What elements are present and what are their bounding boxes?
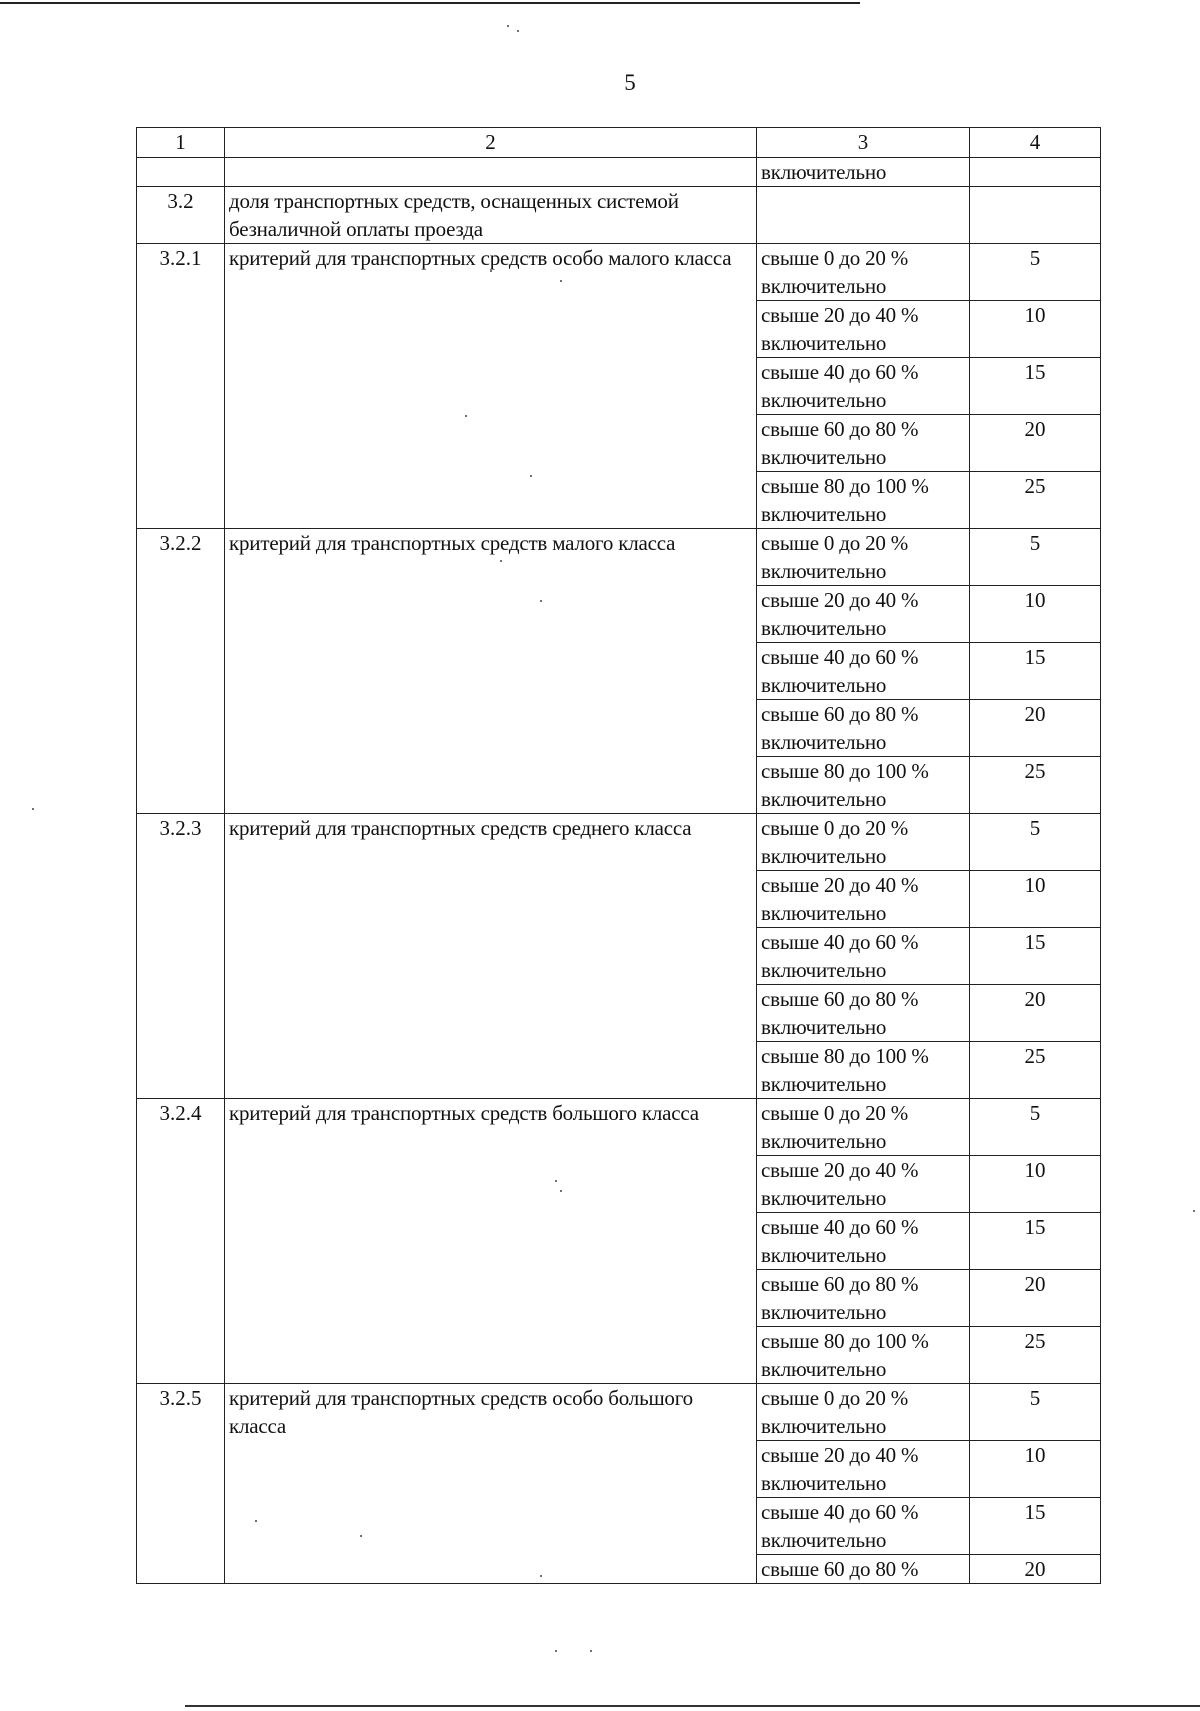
description-cell: доля транспортных средств, оснащенных системой безналичной оплаты проезда [225, 187, 757, 244]
range-qualifier: включительно [761, 616, 887, 640]
range-qualifier: включительно [761, 1357, 887, 1381]
scan-speck [560, 1190, 562, 1192]
range-qualifier: включительно [761, 901, 887, 925]
range-text: свыше 40 до 60 % [761, 645, 919, 669]
range-qualifier: включительно [761, 1015, 887, 1039]
column-header: 4 [970, 128, 1101, 158]
range-text: свыше 60 до 80 % [761, 1557, 919, 1581]
item-number-cell: 3.2.1 [137, 244, 225, 529]
range-qualifier: включительно [761, 1414, 887, 1438]
points-cell: 5 [970, 244, 1101, 301]
points-cell: 5 [970, 814, 1101, 871]
range-cell [757, 415, 970, 472]
scan-speck [590, 1650, 592, 1652]
item-number-cell: 3.2.3 [137, 814, 225, 1099]
continuation-row [137, 158, 1101, 187]
range-text: свыше 40 до 60 % [761, 930, 919, 954]
range-text: свыше 20 до 40 % [761, 1443, 919, 1467]
section-row [137, 187, 1101, 244]
table-row [137, 244, 1101, 301]
range-cell: включительно [757, 158, 970, 187]
bottom-border-line [185, 1705, 1200, 1707]
scan-speck [540, 600, 542, 602]
scan-speck [360, 1535, 362, 1537]
table-row [137, 529, 1101, 586]
points-cell: 10 [970, 1441, 1101, 1498]
range-text: свыше 40 до 60 % [761, 1500, 919, 1524]
range-text: свыше 20 до 40 % [761, 873, 919, 897]
table-header-row [137, 128, 1101, 158]
range-cell [757, 814, 970, 871]
range-cell [757, 529, 970, 586]
range-qualifier: включительно [761, 730, 887, 754]
scan-speck [255, 1520, 257, 1522]
points-cell: 15 [970, 1213, 1101, 1270]
range-text: свыше 60 до 80 % [761, 987, 919, 1011]
top-border-line [0, 2, 860, 4]
item-number-cell: 3.2.4 [137, 1099, 225, 1384]
description-cell [225, 158, 757, 187]
item-number-cell: 3.2.5 [137, 1384, 225, 1584]
table-body [137, 128, 1101, 1584]
column-header: 1 [137, 128, 225, 158]
points-cell: 15 [970, 1498, 1101, 1555]
points-cell: 10 [970, 301, 1101, 358]
points-cell: 25 [970, 1327, 1101, 1384]
range-cell [757, 1498, 970, 1555]
points-cell [970, 187, 1101, 244]
range-cell [757, 985, 970, 1042]
scan-speck [555, 1650, 557, 1652]
item-number-cell: 3.2 [137, 187, 225, 244]
range-cell [757, 928, 970, 985]
range-cell [757, 757, 970, 814]
range-cell [757, 643, 970, 700]
scan-speck [517, 30, 519, 32]
range-text: свыше 20 до 40 % [761, 303, 919, 327]
points-cell [970, 158, 1101, 187]
item-number-cell [137, 158, 225, 187]
range-text: свыше 80 до 100 % [761, 1329, 929, 1353]
scan-speck [507, 25, 509, 27]
range-qualifier: включительно [761, 331, 887, 355]
range-qualifier: включительно [761, 445, 887, 469]
range-cell [757, 358, 970, 415]
range-cell [757, 1555, 970, 1584]
points-cell: 15 [970, 643, 1101, 700]
points-cell: 25 [970, 757, 1101, 814]
points-cell: 10 [970, 1156, 1101, 1213]
scan-speck [540, 1575, 542, 1577]
range-text: свыше 0 до 20 % [761, 1101, 909, 1125]
range-text: свыше 40 до 60 % [761, 1215, 919, 1239]
range-qualifier: включительно [761, 274, 887, 298]
points-cell: 20 [970, 1555, 1101, 1584]
range-cell [757, 1384, 970, 1441]
range-qualifier: включительно [761, 673, 887, 697]
range-cell [757, 700, 970, 757]
range-text: свыше 80 до 100 % [761, 759, 929, 783]
scan-speck [490, 270, 492, 272]
points-cell: 20 [970, 700, 1101, 757]
range-qualifier: включительно [761, 1243, 887, 1267]
range-text: свыше 0 до 20 % [761, 246, 909, 270]
description-cell: критерий для транспортных средств особо большого класса [225, 1384, 757, 1584]
column-header: 3 [757, 128, 970, 158]
range-text: свыше 20 до 40 % [761, 1158, 919, 1182]
scan-speck [530, 475, 532, 477]
table-row [137, 1099, 1101, 1156]
range-qualifier: включительно [761, 559, 887, 583]
table-row [137, 1384, 1101, 1441]
scan-speck [500, 560, 502, 562]
range-text: свыше 0 до 20 % [761, 816, 909, 840]
points-cell: 20 [970, 985, 1101, 1042]
range-text: свыше 80 до 100 % [761, 1044, 929, 1068]
range-text: свыше 0 до 20 % [761, 531, 909, 555]
description-cell: критерий для транспортных средств особо малого класса [225, 244, 757, 529]
range-cell [757, 1156, 970, 1213]
scan-speck [1193, 1210, 1195, 1212]
range-cell [757, 1327, 970, 1384]
points-cell: 15 [970, 358, 1101, 415]
points-cell: 20 [970, 415, 1101, 472]
range-cell [757, 187, 970, 244]
item-number-cell: 3.2.2 [137, 529, 225, 814]
range-qualifier: включительно [761, 388, 887, 412]
description-cell: критерий для транспортных средств большого класса [225, 1099, 757, 1384]
range-qualifier: включительно [761, 958, 887, 982]
range-cell [757, 586, 970, 643]
points-cell: 25 [970, 472, 1101, 529]
scan-speck [32, 808, 34, 810]
range-text: свыше 20 до 40 % [761, 588, 919, 612]
range-cell [757, 301, 970, 358]
range-qualifier: включительно [761, 1129, 887, 1153]
range-text: свыше 40 до 60 % [761, 360, 919, 384]
scan-speck [560, 280, 562, 282]
range-qualifier: включительно [761, 502, 887, 526]
table-row [137, 814, 1101, 871]
range-qualifier: включительно [761, 787, 887, 811]
range-text: свыше 80 до 100 % [761, 474, 929, 498]
range-qualifier: включительно [761, 1528, 887, 1552]
range-cell [757, 472, 970, 529]
column-header: 2 [225, 128, 757, 158]
range-qualifier: включительно [761, 1471, 887, 1495]
range-text: свыше 0 до 20 % [761, 1386, 909, 1410]
range-cell [757, 1042, 970, 1099]
points-cell: 10 [970, 586, 1101, 643]
range-cell [757, 1441, 970, 1498]
range-text: свыше 60 до 80 % [761, 1272, 919, 1296]
range-cell [757, 1213, 970, 1270]
points-cell: 25 [970, 1042, 1101, 1099]
page-number: 5 [624, 70, 636, 95]
range-cell [757, 871, 970, 928]
description-cell: критерий для транспортных средств малого класса [225, 529, 757, 814]
range-text: свыше 60 до 80 % [761, 417, 919, 441]
points-cell: 20 [970, 1270, 1101, 1327]
points-cell: 15 [970, 928, 1101, 985]
criteria-table [136, 127, 1101, 1584]
range-cell [757, 244, 970, 301]
range-cell [757, 1270, 970, 1327]
points-cell: 5 [970, 1099, 1101, 1156]
range-qualifier: включительно [761, 1300, 887, 1324]
points-cell: 10 [970, 871, 1101, 928]
description-cell: критерий для транспортных средств среднего класса [225, 814, 757, 1099]
points-cell: 5 [970, 529, 1101, 586]
range-qualifier: включительно [761, 1186, 887, 1210]
range-qualifier: включительно [761, 1072, 887, 1096]
scan-speck [555, 1180, 557, 1182]
range-qualifier: включительно [761, 844, 887, 868]
range-text: свыше 60 до 80 % [761, 702, 919, 726]
range-cell [757, 1099, 970, 1156]
points-cell: 5 [970, 1384, 1101, 1441]
scan-speck [465, 415, 467, 417]
